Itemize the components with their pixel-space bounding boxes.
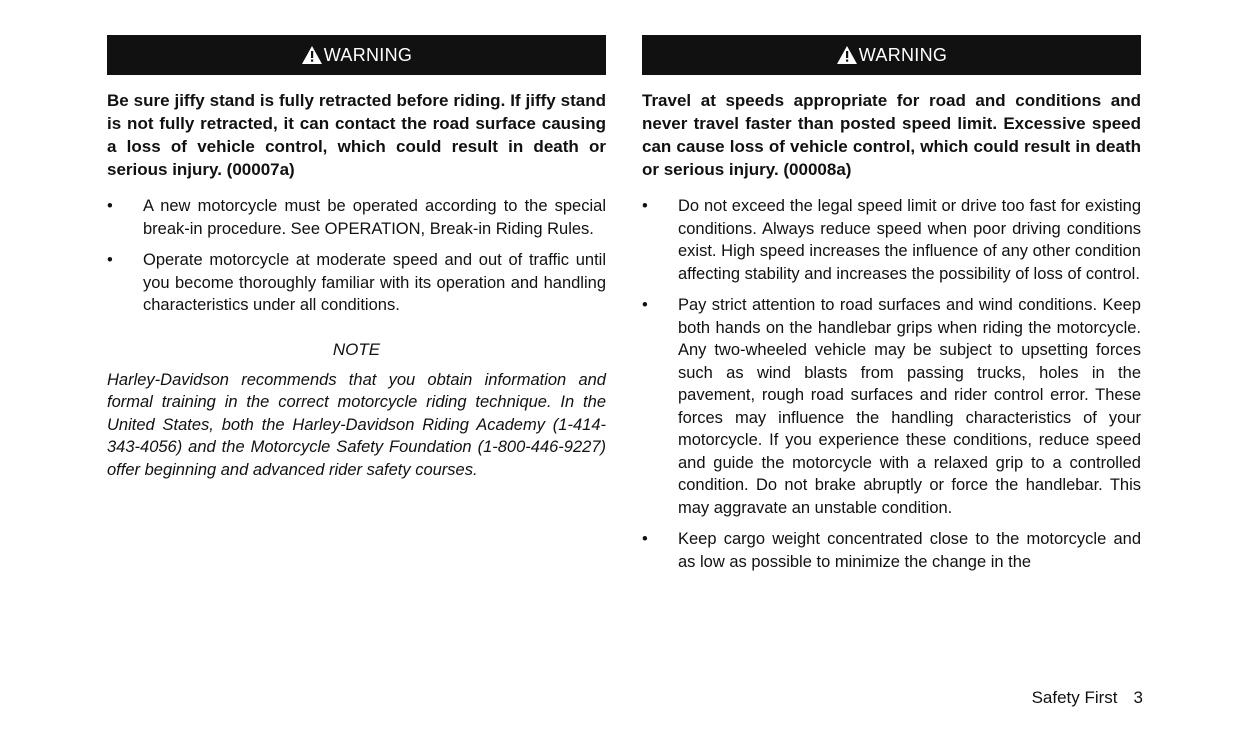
list-item — [107, 249, 606, 317]
note-text: Harley-Davidson recommends that you obtain information and formal training in the correct motorcycle riding technique. In the United States, both the Harley-Davidson Riding Academy (1-414-343-4056) and the Motorcycle Safety Foundation (1-800-446-9227) offer beginning and advanced rider safety courses. — [107, 370, 606, 479]
warning-text: Be sure jiffy stand is fully retracted before riding. If jiffy stand is not fully retracted, it can contact the road surface causing a loss of vehicle control, which could result in death or serious injury. (00007a) — [107, 91, 606, 179]
page-number: 3 — [1133, 688, 1143, 707]
warning-heading: WARNING — [323, 44, 413, 65]
warning-text: Travel at speeds appropriate for road and conditions and never travel faster than posted speed limit. Excessive speed can cause loss of vehicle control, which could result in death or serious injury. (00008a) — [642, 91, 1141, 179]
right-column — [642, 35, 1141, 573]
bullet-dot: • — [107, 251, 113, 269]
list-item — [642, 294, 1141, 519]
bullet-dot: • — [107, 197, 113, 215]
list-item-text: Do not exceed the legal speed limit or drive too fast for existing conditions. Always reduce speed when poor driving conditions exist. High speed increases the influence of any other condition affecting stability and increases the possibility of loss of control. — [678, 197, 1141, 283]
bullet-dot: • — [642, 296, 648, 314]
bullet-list — [107, 195, 606, 317]
warning-banner — [642, 35, 1141, 75]
warning-banner — [107, 35, 606, 75]
page-footer — [1032, 688, 1143, 708]
note-heading: NOTE — [332, 339, 381, 359]
warning-heading: WARNING — [858, 44, 948, 65]
list-item-text: A new motorcycle must be operated according to the special break-in procedure. See OPERATION, Break-in Riding Rules. — [143, 197, 606, 238]
list-item-text: Keep cargo weight concentrated close to the motorcycle and as low as possible to minimize the change in the — [678, 530, 1141, 571]
list-item-text: Pay strict attention to road surfaces and wind conditions. Keep both hands on the handlebar grips when riding the motorcycle. Any two-wheeled vehicle may be subject to upsetting forces such as wind blasts from passing trucks, holes in the pavement, rough road surfaces and rider control error. These forces may influence the handling characteristics of your motorcycle. If you experience these conditions, reduce speed and guide the motorcycle with a relaxed grip to a controlled condition. Do not brake abruptly or force the handlebar. This may aggravate an unstable condition. — [678, 296, 1141, 517]
list-item — [642, 195, 1141, 285]
warning-triangle-icon — [836, 45, 858, 65]
bullet-list — [642, 195, 1141, 573]
footer-section-title: Safety First — [1031, 688, 1118, 707]
bullet-dot: • — [642, 197, 648, 215]
list-item — [107, 195, 606, 240]
warning-triangle-icon — [301, 45, 323, 65]
list-item — [642, 528, 1141, 573]
list-item-text: Operate motorcycle at moderate speed and out of traffic until you become thoroughly familiar with its operation and handling characteristics under all conditions. — [143, 251, 606, 314]
left-column — [107, 35, 606, 481]
bullet-dot: • — [642, 530, 648, 548]
